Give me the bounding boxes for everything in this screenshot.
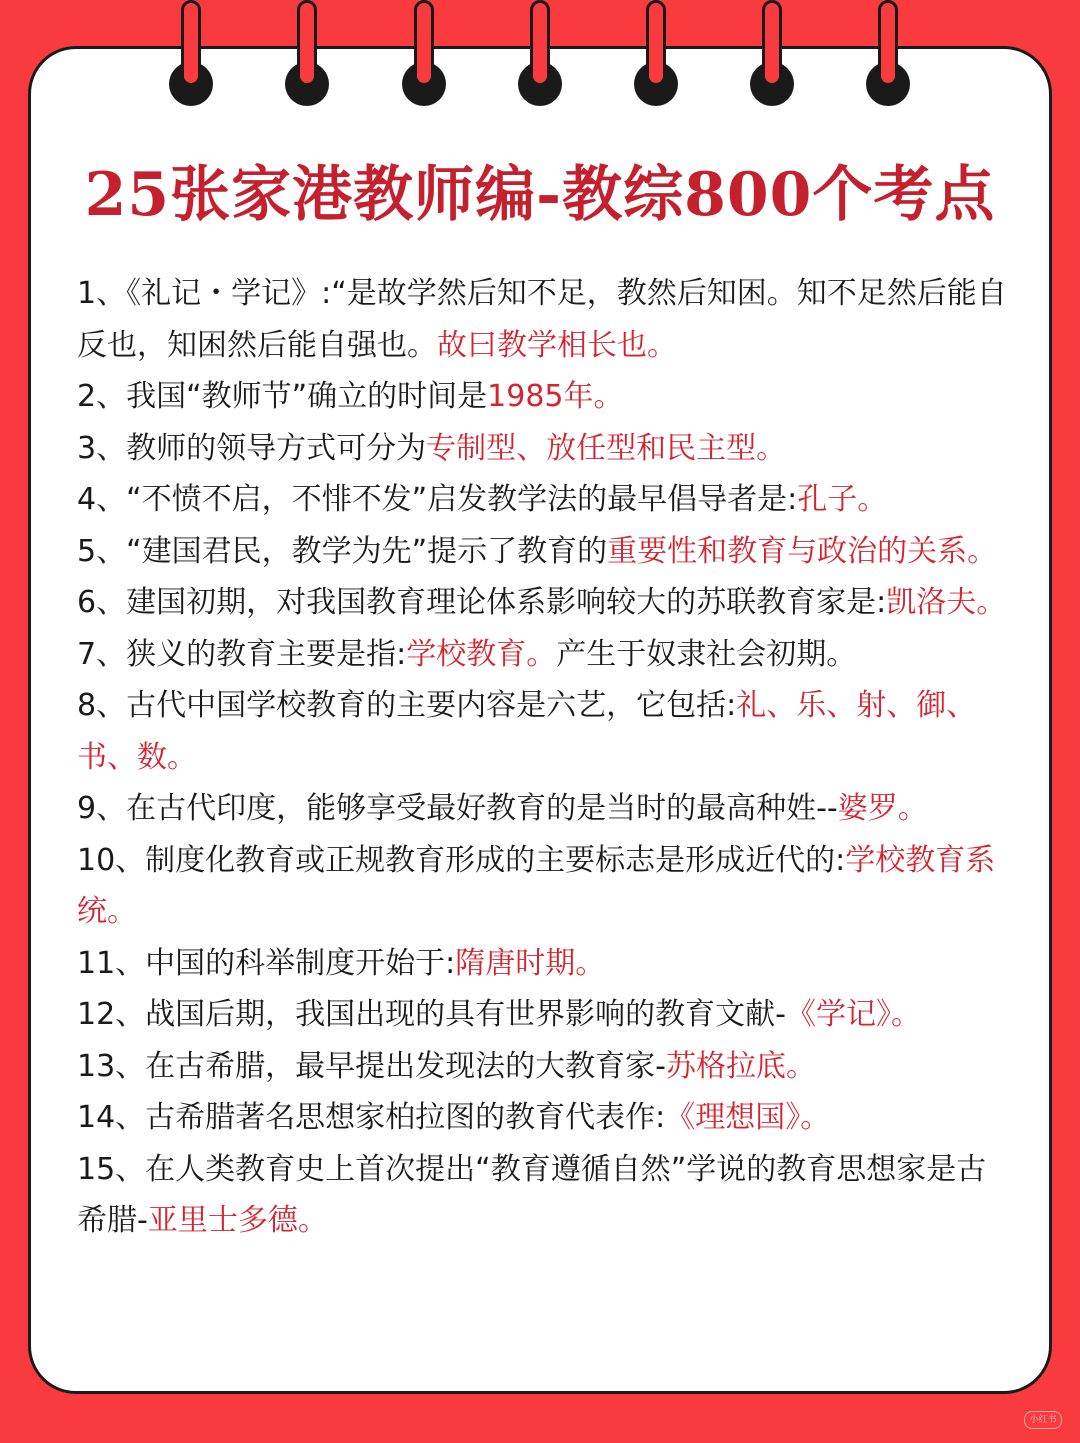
list-item (77, 783, 1007, 835)
spiral-ring-icon (518, 0, 564, 108)
item-answer: 学校教育。 (406, 636, 557, 672)
list-item (77, 629, 1007, 681)
item-answer: 隋唐时期。 (455, 945, 606, 981)
page-title: 25张家港教师编-教综800个考点 (84, 160, 996, 230)
list-item (77, 268, 1007, 371)
item-text: 13、在古希腊，最早提出发现法的大教育家- (77, 1048, 666, 1084)
item-text: 10、制度化教育或正规教育形成的主要标志是形成近代的: (77, 842, 846, 878)
item-text: 11、中国的科举制度开始于: (77, 945, 456, 981)
item-answer: 专制型、放任型和民主型。 (426, 430, 787, 466)
item-answer: 故曰教学相长也。 (437, 327, 677, 363)
item-answer: 婆罗。 (837, 791, 928, 826)
item-text: 4、“不愤不启，不悱不发”启发教学法的最早倡导者是: (77, 482, 798, 517)
spiral-ring-icon (402, 0, 448, 108)
item-text: 15、在人类教育史上首次提出“教育遵循自然”学说的教育思想家是古希腊- (77, 1151, 987, 1238)
item-text: 14、古希腊著名思想家柏拉图的教育代表作: (77, 1100, 666, 1135)
list-item (77, 474, 1007, 526)
item-text: 1、《礼记・学记》:“是故学然后知不足，教然后知困。知不足然后能自反也，知困然后能自强也。 (77, 276, 1007, 363)
item-text: 9、在古代印度，能够享受最好教育的是当时的最高种姓-- (77, 791, 838, 826)
item-text: 2、我国“教师节”确立的时间是 (77, 379, 488, 414)
list-item (77, 680, 1007, 783)
list-item (77, 1041, 1007, 1093)
item-answer: 凯洛夫。 (886, 585, 1007, 620)
item-answer: 礼、乐、射、御、书、数。 (77, 688, 977, 775)
item-text: 3、教师的领导方式可分为 (77, 430, 427, 466)
item-answer: 《理想国》。 (665, 1100, 831, 1135)
list-item (77, 938, 1007, 990)
item-answer: 重要性和教育与政治的关系。 (607, 533, 998, 569)
spiral-ring-icon (285, 0, 331, 108)
list-item (77, 989, 1007, 1041)
item-text-after: 产生于奴隶社会初期。 (556, 636, 857, 672)
item-answer: 《学记》。 (786, 997, 921, 1032)
list-item (77, 526, 1007, 578)
list-item (77, 1144, 1007, 1247)
item-answer: 苏格拉底。 (666, 1048, 816, 1084)
list-item (77, 835, 1007, 938)
watermark-logo: 小红书 (1024, 1411, 1062, 1429)
item-text: 8、古代中国学校教育的主要内容是六艺，它包括: (77, 688, 737, 723)
knowledge-point-list (77, 268, 1007, 1247)
list-item (77, 423, 1007, 475)
spiral-ring-icon (169, 0, 215, 108)
list-item (77, 1092, 1007, 1144)
item-text: 5、“建国君民，教学为先”提示了教育的 (77, 533, 608, 569)
item-text: 12、战国后期，我国出现的具有世界影响的教育文献- (77, 997, 786, 1032)
item-text: 6、建国初期，对我国教育理论体系影响较大的苏联教育家是: (77, 585, 887, 620)
spiral-ring-icon (634, 0, 680, 108)
list-item (77, 371, 1007, 423)
item-text: 7、狭义的教育主要是指: (77, 636, 407, 672)
item-answer: 孔子。 (797, 482, 888, 517)
item-answer: 亚里士多德。 (147, 1203, 328, 1238)
spiral-ring-icon (750, 0, 796, 108)
item-answer: 学校教育系统。 (77, 842, 996, 929)
list-item (77, 577, 1007, 629)
spiral-ring-icon (866, 0, 912, 108)
item-answer: 1985年。 (487, 379, 624, 414)
